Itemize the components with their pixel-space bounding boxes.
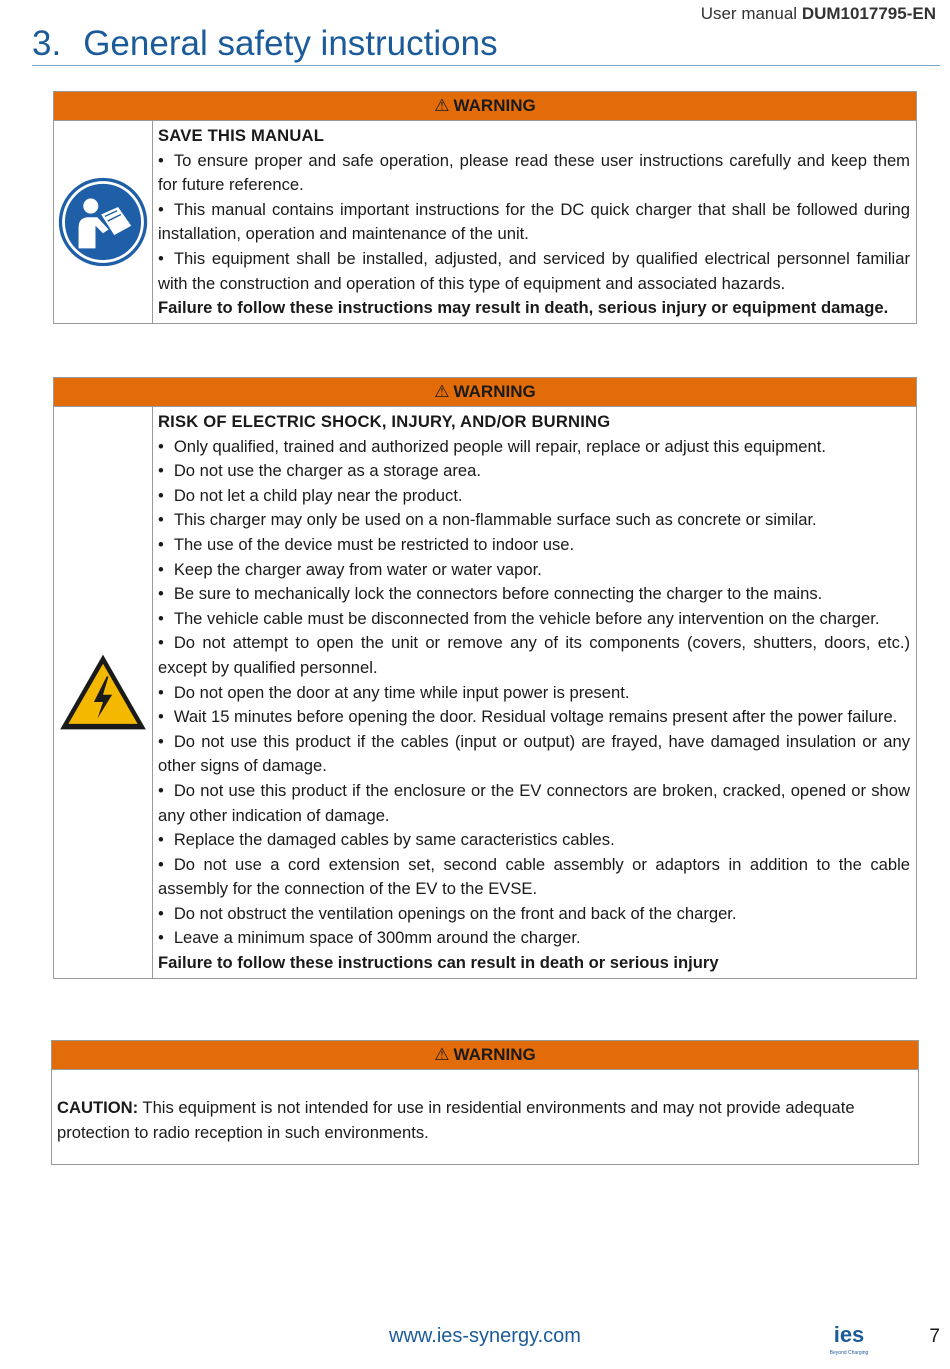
document-reference	[701, 4, 936, 24]
list-item: • Wait 15 minutes before opening the door. Residual voltage remains present after the power failure.	[158, 707, 898, 727]
caution-label: CAUTION:	[57, 1098, 139, 1117]
list-item: • Do not use this product if the enclosure or the EV connectors are broken, cracked, opened or show any other indication of damage.	[158, 780, 910, 825]
warning-header	[54, 92, 916, 121]
list-item: • Do not let a child play near the product.	[158, 485, 463, 505]
warning-triangle-icon: ⚠	[434, 96, 450, 115]
caution-text	[52, 1070, 918, 1164]
warning-box-save-manual	[53, 91, 917, 324]
list-item: • Only qualified, trained and authorized people will repair, replace or adjust this equipment.	[158, 436, 826, 456]
logo-tagline: Beyond Charging	[829, 1350, 869, 1356]
list-item: • This charger may only be used on a non-flammable surface such as concrete or similar.	[158, 510, 817, 530]
list-item: • Replace the damaged cables by same caracteristics cables.	[158, 830, 615, 850]
document-reference-prefix: User manual	[700, 4, 802, 23]
electric-shock-warning-icon	[57, 651, 149, 733]
list-item: • Leave a minimum space of 300mm around the charger.	[158, 928, 581, 948]
warning-label: WARNING	[453, 382, 536, 401]
list-item: • Do not use this product if the cables (input or output) are frayed, have damaged insulation or any other signs of damage.	[158, 731, 910, 776]
warning-content-row	[54, 121, 916, 323]
list-item: • Do not open the door at any time while input power is present.	[158, 682, 630, 702]
ies-logo	[828, 1318, 870, 1358]
icon-cell	[54, 121, 153, 323]
page-title	[32, 24, 498, 64]
warning-box-electric-shock	[53, 377, 917, 979]
failure-statement: Failure to follow these instructions can result in death or serious injury	[158, 953, 719, 973]
warning-heading: RISK OF ELECTRIC SHOCK, INJURY, AND/OR BURNING	[158, 412, 611, 431]
warning-box-caution	[51, 1040, 919, 1165]
warning-header	[52, 1041, 918, 1070]
page-number: 7	[929, 1326, 940, 1347]
logo-text: ies	[833, 1322, 865, 1347]
warning-text	[153, 407, 916, 978]
warning-content-row	[54, 407, 916, 978]
list-item: • Be sure to mechanically lock the connectors before connecting the charger to the mains.	[158, 584, 823, 604]
warning-header	[54, 378, 916, 407]
list-item: • Do not attempt to open the unit or remove any of its components (covers, shutters, doors, etc.) except by qualified personnel.	[158, 633, 910, 677]
list-item: • Keep the charger away from water or water vapor.	[158, 559, 542, 579]
title-divider	[32, 65, 940, 66]
section-title: General safety instructions	[83, 24, 498, 63]
list-item: • Do not use the charger as a storage area.	[158, 461, 481, 481]
warning-text	[153, 121, 916, 323]
footer-website-link[interactable]: www.ies-synergy.com	[389, 1325, 581, 1347]
list-item: • Do not obstruct the ventilation openings on the front and back of the charger.	[158, 903, 737, 923]
icon-cell	[54, 407, 153, 978]
warning-triangle-icon: ⚠	[434, 1045, 450, 1064]
warning-label: WARNING	[453, 96, 536, 115]
list-item: • The use of the device must be restricted to indoor use.	[158, 534, 575, 554]
document-code: DUM1017795-EN	[801, 4, 936, 23]
caution-body: This equipment is not intended for use in residential environments and may not provide adequate protection to radio reception in such environments.	[57, 1098, 855, 1142]
list-item: • This equipment shall be installed, adjusted, and serviced by qualified electrical personnel familiar with the construction and operation of this type of equipment and associated hazards.	[158, 248, 910, 293]
warning-label: WARNING	[453, 1045, 536, 1064]
warning-triangle-icon: ⚠	[434, 382, 450, 401]
list-item: • To ensure proper and safe operation, please read these user instructions carefully and keep them for future reference.	[158, 150, 910, 195]
warning-heading: SAVE THIS MANUAL	[158, 126, 325, 145]
read-manual-icon	[56, 175, 150, 269]
failure-statement: Failure to follow these instructions may result in death, serious injury or equipment damage.	[158, 298, 889, 318]
section-number: 3.	[32, 24, 62, 63]
list-item: • The vehicle cable must be disconnected from the vehicle before any intervention on the charger.	[158, 608, 880, 628]
list-item: • This manual contains important instructions for the DC quick charger that shall be followed during installation, operation and maintenance of the unit.	[158, 199, 910, 244]
list-item: • Do not use a cord extension set, second cable assembly or adaptors in addition to the cable assembly for the connection of the EV to the EVSE.	[158, 854, 910, 899]
